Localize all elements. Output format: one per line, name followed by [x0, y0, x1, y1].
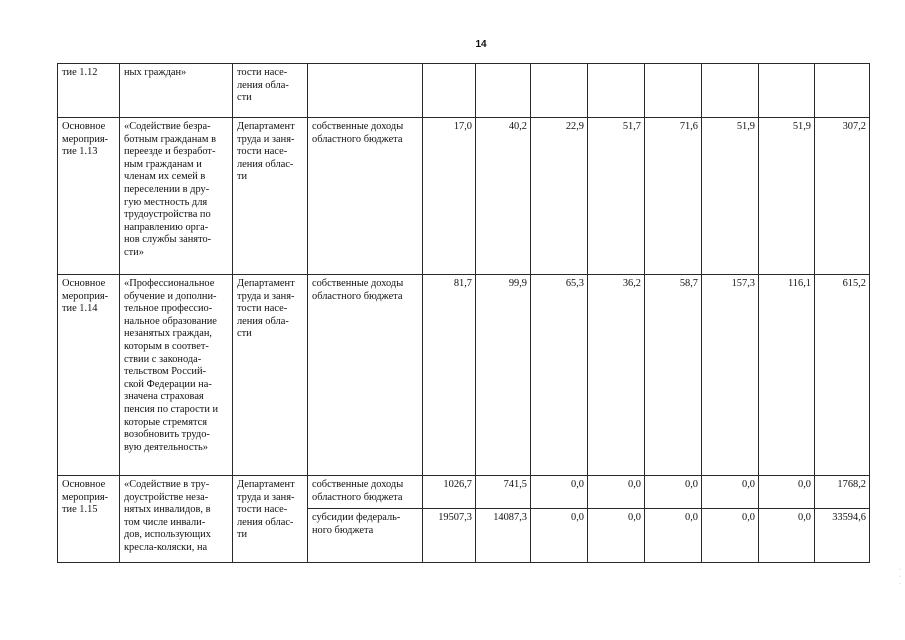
- measure-cell: Основное мероприя- тие 1.14: [58, 275, 120, 476]
- value-cell: [588, 64, 645, 118]
- executor-cell: Департамент труда и заня- тости насе- ления облас- ти: [233, 476, 308, 563]
- value-cell: 741,5: [476, 476, 531, 509]
- value-cell: 116,1: [759, 275, 815, 476]
- total-cell: 307,2: [815, 118, 870, 275]
- value-cell: [476, 64, 531, 118]
- value-cell: [531, 64, 588, 118]
- value-cell: [702, 64, 759, 118]
- value-cell: 0,0: [645, 509, 702, 563]
- value-cell: 0,0: [645, 476, 702, 509]
- scan-edge-marks: · · ·: [899, 567, 901, 587]
- value-cell: 0,0: [702, 476, 759, 509]
- table-row: [58, 476, 870, 509]
- measure-cell: Основное мероприя- тие 1.13: [58, 118, 120, 275]
- table-row: [58, 64, 870, 118]
- value-cell: 36,2: [588, 275, 645, 476]
- table-row: [58, 275, 870, 476]
- value-cell: 19507,3: [423, 509, 476, 563]
- source-cell: субсидии федераль- ного бюджета: [308, 509, 423, 563]
- total-cell: 1768,2: [815, 476, 870, 509]
- value-cell: 0,0: [531, 509, 588, 563]
- executor-cell: тости насе- ления обла- сти: [233, 64, 308, 118]
- measure-title-cell: «Профессиональное обучение и дополни- тельное профессио- нальное образование незанятых граждан, которым в соответ- ствии с законода- тельством Россий- ской Федерации на- значена страховая пенсия по старости и которые стремятся возобновить трудо- вую деятельность»: [120, 275, 233, 476]
- measure-cell: Основное мероприя- тие 1.15: [58, 476, 120, 563]
- source-cell: собственные доходы областного бюджета: [308, 476, 423, 509]
- value-cell: 157,3: [702, 275, 759, 476]
- value-cell: 40,2: [476, 118, 531, 275]
- total-cell: 33594,6: [815, 509, 870, 563]
- measure-cell: тие 1.12: [58, 64, 120, 118]
- value-cell: 17,0: [423, 118, 476, 275]
- value-cell: 65,3: [531, 275, 588, 476]
- value-cell: 1026,7: [423, 476, 476, 509]
- value-cell: 58,7: [645, 275, 702, 476]
- value-cell: 0,0: [759, 476, 815, 509]
- source-cell: собственные доходы областного бюджета: [308, 275, 423, 476]
- value-cell: [759, 64, 815, 118]
- executor-cell: Департамент труда и заня- тости насе- ления облас- ти: [233, 118, 308, 275]
- value-cell: 22,9: [531, 118, 588, 275]
- value-cell: 51,9: [702, 118, 759, 275]
- value-cell: 0,0: [531, 476, 588, 509]
- value-cell: 14087,3: [476, 509, 531, 563]
- source-cell: собственные доходы областного бюджета: [308, 118, 423, 275]
- value-cell: 99,9: [476, 275, 531, 476]
- value-cell: 0,0: [702, 509, 759, 563]
- value-cell: [645, 64, 702, 118]
- value-cell: 0,0: [759, 509, 815, 563]
- measure-title-cell: ных граждан»: [120, 64, 233, 118]
- value-cell: [423, 64, 476, 118]
- budget-table: [57, 63, 870, 563]
- value-cell: 81,7: [423, 275, 476, 476]
- total-cell: [815, 64, 870, 118]
- measure-title-cell: «Содействие в тру- доустройстве неза- нятых инвалидов, в том числе инвали- дов, использующих кресла-коляски, на: [120, 476, 233, 563]
- source-cell: [308, 64, 423, 118]
- page-number: 14: [475, 39, 487, 50]
- measure-title-cell: «Содействие безра- ботным гражданам в переезде и безработ- ным гражданам и членам их семей в переселении в дру- гую местность для трудоустройства по направлению орга- нов службы занято- сти»: [120, 118, 233, 275]
- executor-cell: Департамент труда и заня- тости насе- ления обла- сти: [233, 275, 308, 476]
- value-cell: 51,9: [759, 118, 815, 275]
- total-cell: 615,2: [815, 275, 870, 476]
- value-cell: 0,0: [588, 476, 645, 509]
- value-cell: 0,0: [588, 509, 645, 563]
- table-row: [58, 118, 870, 275]
- value-cell: 51,7: [588, 118, 645, 275]
- value-cell: 71,6: [645, 118, 702, 275]
